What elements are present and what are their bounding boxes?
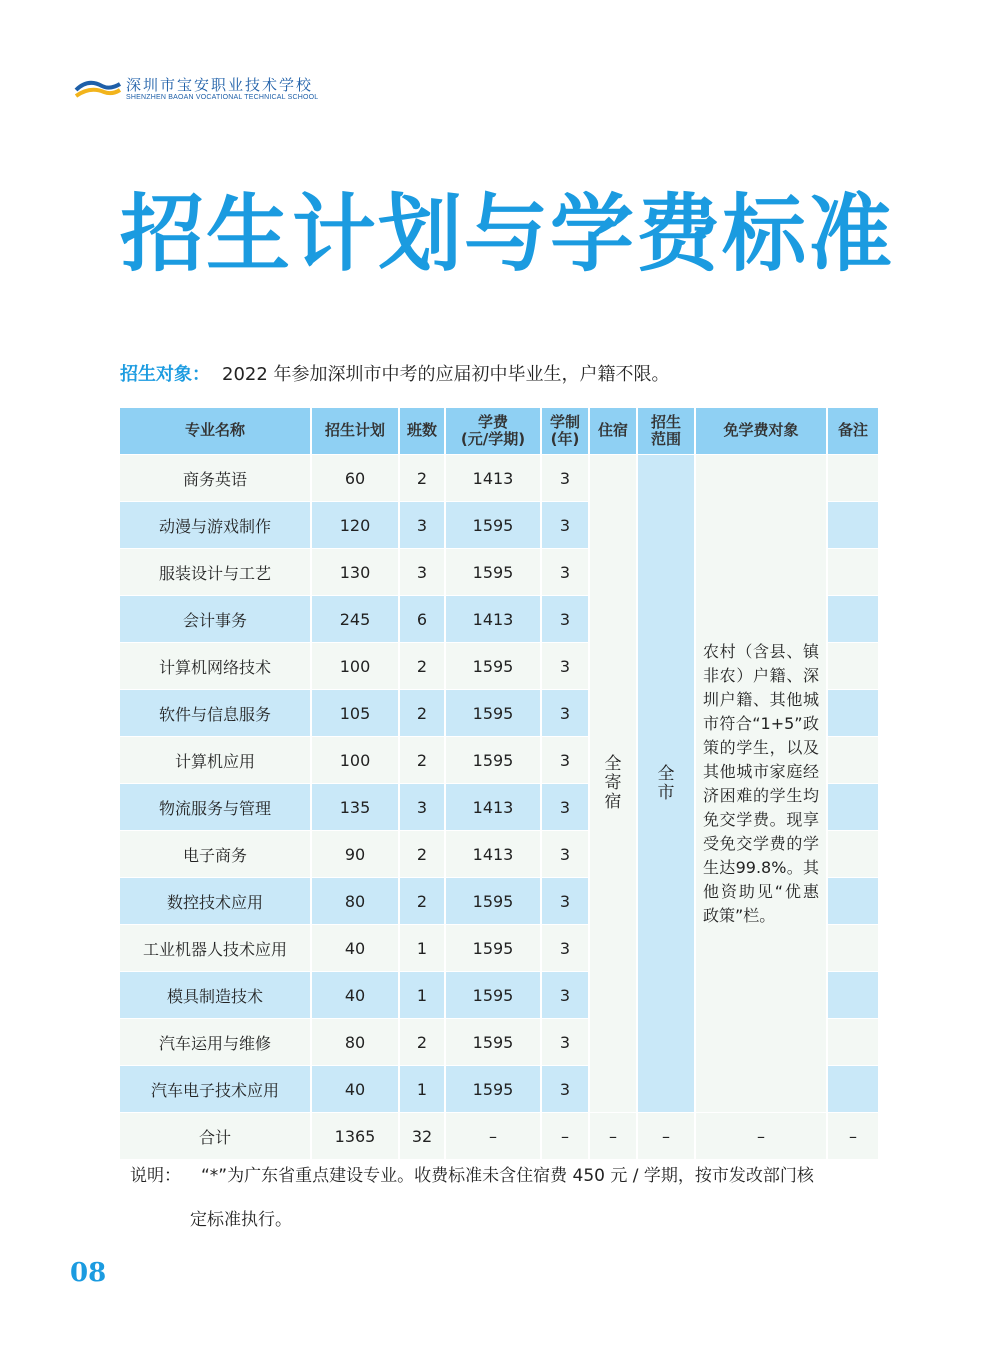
cell-classes: 2 (400, 689, 446, 736)
cell-remark (828, 642, 880, 689)
cell-major: 软件与信息服务 (120, 689, 312, 736)
note-line2: 定标准执行。 (190, 1210, 292, 1230)
table-body (120, 454, 880, 1159)
header-fee-line1: 学费 (477, 412, 508, 431)
cell-major: 工业机器人技术应用 (120, 924, 312, 971)
logo-name-cn: 深圳市宝安职业技术学校 (126, 76, 314, 94)
cell-years: 3 (542, 642, 590, 689)
cell-years: 3 (542, 1018, 590, 1065)
total-dorm: – (590, 1112, 638, 1159)
cell-years: 3 (542, 1065, 590, 1112)
cell-major: 物流服务与管理 (120, 783, 312, 830)
cell-major: 动漫与游戏制作 (120, 501, 312, 548)
cell-plan: 135 (312, 783, 400, 830)
cell-fee: 1595 (446, 1065, 542, 1112)
cell-remark (828, 830, 880, 877)
cell-major: 数控技术应用 (120, 877, 312, 924)
logo-wave-icon (74, 76, 122, 100)
cell-remark (828, 689, 880, 736)
cell-plan: 40 (312, 924, 400, 971)
total-scope: – (638, 1112, 696, 1159)
cell-plan: 40 (312, 971, 400, 1018)
cell-remark (828, 783, 880, 830)
scope-text: 全市 (657, 763, 675, 803)
header-major: 专业名称 (120, 408, 312, 454)
cell-years: 3 (542, 736, 590, 783)
school-logo (74, 72, 319, 108)
cell-classes: 3 (400, 548, 446, 595)
header-years-line1: 学制 (549, 412, 580, 431)
cell-fee: 1595 (446, 548, 542, 595)
cell-fee: 1595 (446, 877, 542, 924)
cell-major: 会计事务 (120, 595, 312, 642)
enrollment-table (120, 408, 880, 1159)
header-scope (638, 408, 696, 454)
cell-remark (828, 736, 880, 783)
cell-years: 3 (542, 971, 590, 1018)
cell-years: 3 (542, 454, 590, 501)
total-label: 合计 (120, 1112, 312, 1159)
cell-classes: 1 (400, 924, 446, 971)
total-fee: – (446, 1112, 542, 1159)
total-years: – (542, 1112, 590, 1159)
cell-classes: 2 (400, 736, 446, 783)
table-header-row (120, 408, 880, 454)
header-plan: 招生计划 (312, 408, 400, 454)
cell-major: 服装设计与工艺 (120, 548, 312, 595)
cell-plan: 80 (312, 1018, 400, 1065)
cell-fee: 1595 (446, 736, 542, 783)
cell-years: 3 (542, 830, 590, 877)
table-note (130, 1168, 814, 1185)
cell-fee: 1595 (446, 924, 542, 971)
cell-plan: 100 (312, 736, 400, 783)
cell-years: 3 (542, 783, 590, 830)
cell-remark (828, 501, 880, 548)
cell-plan: 80 (312, 877, 400, 924)
cell-classes: 1 (400, 971, 446, 1018)
cell-remark (828, 971, 880, 1018)
cell-major: 计算机网络技术 (120, 642, 312, 689)
header-scope-line2: 范围 (650, 430, 681, 448)
cell-plan: 100 (312, 642, 400, 689)
enrollment-target (120, 360, 670, 386)
cell-major: 模具制造技术 (120, 971, 312, 1018)
cell-major: 汽车运用与维修 (120, 1018, 312, 1065)
cell-fee: 1595 (446, 971, 542, 1018)
logo-name-en: SHENZHEN BAOAN VOCATIONAL TECHNICAL SCHOOL (126, 94, 319, 101)
cell-years: 3 (542, 548, 590, 595)
note-line1: “*”为广东省重点建设专业。收费标准未含住宿费 450 元 / 学期，按市发改部门核 (201, 1166, 814, 1186)
cell-plan: 245 (312, 595, 400, 642)
cell-remark (828, 924, 880, 971)
cell-fee: 1595 (446, 501, 542, 548)
cell-classes: 6 (400, 595, 446, 642)
cell-dorm (590, 454, 638, 1112)
header-scope-line1: 招生 (650, 412, 681, 431)
cell-classes: 1 (400, 1065, 446, 1112)
table-row (120, 454, 880, 501)
cell-plan: 60 (312, 454, 400, 501)
total-classes: 32 (400, 1112, 446, 1159)
cell-remark (828, 1065, 880, 1112)
cell-fee: 1413 (446, 830, 542, 877)
header-dorm: 住宿 (590, 408, 638, 454)
cell-major: 汽车电子技术应用 (120, 1065, 312, 1112)
cell-remark (828, 595, 880, 642)
cell-years: 3 (542, 877, 590, 924)
cell-major: 计算机应用 (120, 736, 312, 783)
cell-major: 电子商务 (120, 830, 312, 877)
page-title: 招生计划与学费标准 (120, 185, 895, 283)
cell-remark (828, 877, 880, 924)
cell-fee: 1595 (446, 1018, 542, 1065)
cell-years: 3 (542, 501, 590, 548)
total-remark: – (828, 1112, 880, 1159)
header-free: 免学费对象 (696, 408, 828, 454)
cell-years: 3 (542, 924, 590, 971)
cell-classes: 2 (400, 642, 446, 689)
target-label: 招生对象： (120, 364, 210, 385)
cell-free (696, 454, 828, 1112)
total-free: – (696, 1112, 828, 1159)
cell-plan: 130 (312, 548, 400, 595)
cell-classes: 2 (400, 830, 446, 877)
target-text: 2022 年参加深圳市中考的应届初中毕业生，户籍不限。 (222, 364, 670, 385)
cell-fee: 1413 (446, 454, 542, 501)
note-label: 说明： (130, 1166, 181, 1186)
header-fee (446, 408, 542, 454)
cell-classes: 2 (400, 454, 446, 501)
cell-classes: 2 (400, 1018, 446, 1065)
header-classes: 班数 (400, 408, 446, 454)
header-fee-line2: (元/学期) (460, 430, 526, 448)
header-years-line2: (年) (550, 430, 580, 448)
cell-remark (828, 1018, 880, 1065)
cell-remark (828, 548, 880, 595)
header-remark: 备注 (828, 408, 880, 454)
cell-remark (828, 454, 880, 501)
cell-years: 3 (542, 595, 590, 642)
cell-fee: 1595 (446, 642, 542, 689)
cell-fee: 1595 (446, 689, 542, 736)
cell-years: 3 (542, 689, 590, 736)
cell-classes: 3 (400, 501, 446, 548)
cell-plan: 105 (312, 689, 400, 736)
cell-scope (638, 454, 696, 1112)
cell-major: 商务英语 (120, 454, 312, 501)
table-total-row (120, 1112, 880, 1159)
total-plan: 1365 (312, 1112, 400, 1159)
cell-fee: 1413 (446, 783, 542, 830)
cell-classes: 2 (400, 877, 446, 924)
dorm-text: 全寄宿 (604, 754, 622, 812)
cell-plan: 40 (312, 1065, 400, 1112)
page-number: 08 (70, 1258, 107, 1288)
cell-classes: 3 (400, 783, 446, 830)
cell-plan: 90 (312, 830, 400, 877)
free-text: 农村（含县、镇非农）户籍、深圳户籍、其他城市符合“1+5”政策的学生，以及其他城市家庭经济困难的学生均免交学费。现享受免交学费的学生达99.8%。其他资助见“优惠政策”栏。 (703, 641, 819, 925)
cell-plan: 120 (312, 501, 400, 548)
cell-fee: 1413 (446, 595, 542, 642)
header-years (542, 408, 590, 454)
